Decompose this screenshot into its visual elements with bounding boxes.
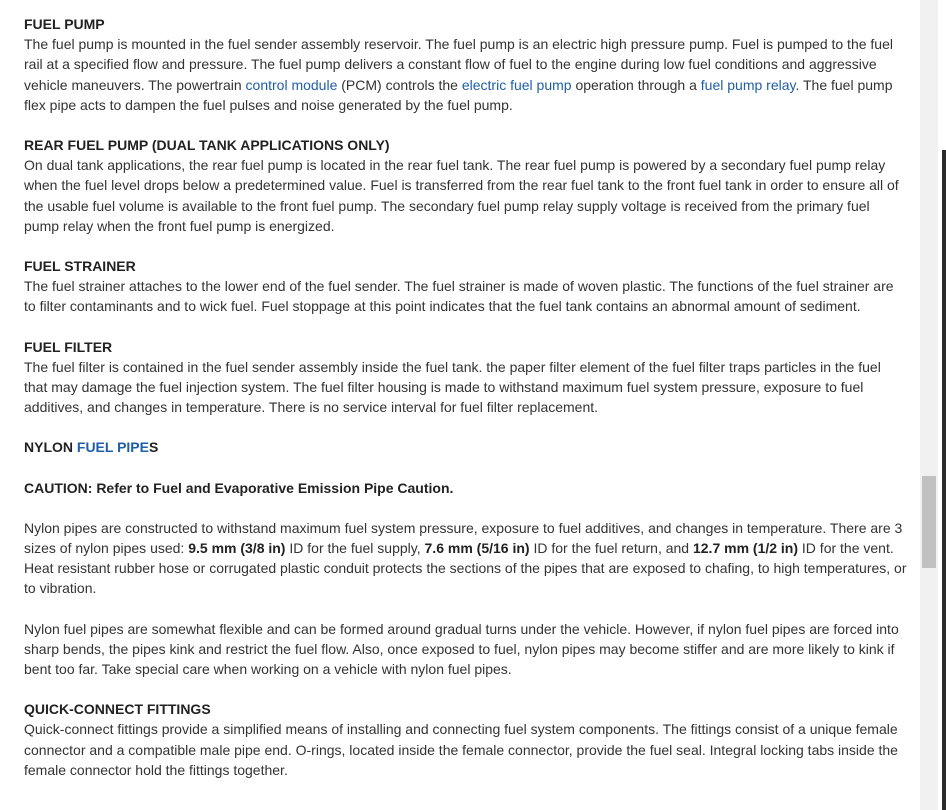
heading-fuel-filter: FUEL FILTER (24, 338, 113, 355)
paragraph-fuel-pump (24, 34, 908, 115)
paragraph-quick-connect: Quick-connect fittings provide a simplified means of installing and connecting fuel system components. The fittings consist of a unique female connector and a compatible male pipe end. O-rings, located inside the female connector, provide the fuel seal. Integral locking tabs inside the female connector hold the fittings together. (24, 721, 898, 778)
scrollbar-track[interactable] (920, 0, 938, 810)
paragraph-nylon-pipe-flex: Nylon fuel pipes are somewhat flexible and can be formed around gradual turns under the vehicle. However, if nylon fuel pipes are forced into sharp bends, the pipes kink and restrict the fuel flow. Also, once exposed to fuel, nylon pipes may become stiffer and are more likely to kink if bent too far. Take special care when working on a vehicle with nylon fuel pipes. (24, 620, 899, 678)
heading-fuel-pump: FUEL PUMP (24, 16, 105, 32)
link-fuel-pump-relay[interactable]: fuel pump relay (700, 76, 796, 93)
heading-nylon-fuel-pipes (24, 437, 908, 457)
size-fuel-return: 7.6 mm (5/16 in) (424, 540, 530, 557)
spacer (24, 498, 908, 518)
heading-text-run: NYLON (24, 439, 77, 456)
spacer (24, 458, 908, 478)
paragraph-fuel-strainer: The fuel strainer attaches to the lower end of the fuel sender. The fuel strainer is made of woven plastic. The functions of the fuel strainer are to filter contaminants and to wick fuel. Fuel stoppage at this point indicates that the fuel tank contains an abnormal amount of sediment. (24, 278, 894, 315)
article-body (24, 14, 908, 800)
section-fuel-strainer (24, 256, 908, 317)
link-control-module[interactable]: control module (245, 76, 338, 93)
text-run: Nylon pipes are constructed to withstand maximum fuel system pressure, exposure to fuel additives, and changes in temperature. There are 3 sizes of nylon pipes used: (24, 519, 903, 557)
window-edge (942, 150, 946, 810)
text-run: (PCM) controls the (337, 76, 462, 93)
size-vent: 12.7 mm (1/2 in) (692, 540, 799, 557)
caution-note: CAUTION: Refer to Fuel and Evaporative Emission Pipe Caution. (24, 479, 454, 496)
section-nylon-fuel-pipes (24, 437, 908, 679)
text-run: ID for the fuel supply, (285, 540, 425, 557)
section-rear-fuel-pump (24, 135, 908, 236)
text-run: ID for the vent. Heat resistant rubber hose or corrugated plastic conduit protects the sections of the pipes that are exposed to chafing, to high temperatures, or to vibration. (24, 540, 907, 597)
link-electric-fuel-pump[interactable]: electric fuel pump (461, 76, 572, 93)
text-run: ID for the fuel return, and (529, 540, 693, 557)
heading-fuel-strainer: FUEL STRAINER (24, 258, 136, 275)
heading-quick-connect: QUICK-CONNECT FITTINGS (24, 701, 211, 718)
section-quick-connect (24, 699, 908, 780)
size-fuel-supply: 9.5 mm (3/8 in) (188, 540, 286, 557)
heading-rear-fuel-pump: REAR FUEL PUMP (DUAL TANK APPLICATIONS ONLY) (24, 137, 390, 154)
section-fuel-pump (24, 14, 908, 115)
scrollbar-thumb[interactable] (922, 476, 936, 568)
section-fuel-filter (24, 337, 908, 418)
text-run: operation through a (571, 76, 701, 93)
link-fuel-pipe[interactable]: FUEL PIPE (76, 439, 149, 456)
paragraph-fuel-filter: The fuel filter is contained in the fuel sender assembly inside the fuel tank. the paper filter element of the fuel filter traps particles in the fuel that may damage the fuel injection system. The fuel filter housing is made to withstand maximum fuel system pressure, exposure to fuel additives, and changes in temperature. There is no service interval for fuel filter replacement. (24, 358, 881, 416)
heading-text-run: S (148, 439, 159, 456)
spacer (24, 599, 908, 619)
paragraph-rear-fuel-pump: On dual tank applications, the rear fuel pump is located in the rear fuel tank. The rear fuel pump is powered by a secondary fuel pump relay when the fuel level drops below a predetermined value. Fuel is transferred from the rear fuel tank to the front fuel tank in order to ensure all of the usable fuel volume is available to the front fuel pump. The secondary fuel pump relay supply voltage is received from the primary fuel pump relay when the front fuel pump is energized. (24, 157, 899, 234)
text-run: The fuel pump is mounted in the fuel sender assembly reservoir. The fuel pump is an electric high pressure pump. Fuel is pumped to the fuel rail at a specified flow and pressure. The fuel pump delivers a constant flow of fuel to the engine during low fuel conditions and aggressive vehicle maneuvers. The powertrain (24, 36, 893, 93)
paragraph-nylon-pipe-sizes (24, 518, 908, 599)
text-run: . The fuel pump flex pipe acts to dampen the fuel pulses and noise generated by the fuel pump. (24, 76, 893, 113)
